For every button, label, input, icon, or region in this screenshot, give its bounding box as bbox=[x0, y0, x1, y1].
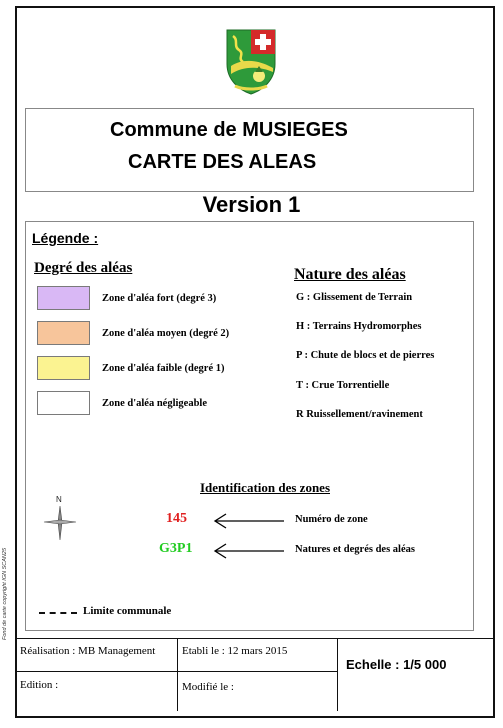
swatch-medium bbox=[37, 321, 90, 345]
zone-code-example: G3P1 bbox=[159, 541, 193, 556]
swatch-strong bbox=[37, 286, 90, 310]
swatch-strong-label: Zone d'aléa fort (degré 3) bbox=[102, 293, 217, 304]
swatch-medium-label: Zone d'aléa moyen (degré 2) bbox=[102, 328, 230, 339]
copyright-note: Fond de carte copyright IGN SCAN25 bbox=[2, 547, 8, 640]
legend-box bbox=[25, 221, 474, 631]
swatch-weak bbox=[37, 356, 90, 380]
identification-section-title: Identification des zones bbox=[200, 480, 330, 495]
nature-section-title: Nature des aléas bbox=[294, 266, 406, 283]
commune-limit-label: Limite communale bbox=[83, 605, 172, 617]
swatch-negligible-label: Zone d'aléa négligeable bbox=[102, 398, 207, 409]
nature-item: H : Terrains Hydromorphes bbox=[296, 321, 422, 332]
nature-item: R Ruissellement/ravinement bbox=[296, 409, 423, 420]
established-date-field: Etabli le : 12 mars 2015 bbox=[182, 645, 288, 657]
nature-item: P : Chute de blocs et de pierres bbox=[296, 350, 435, 361]
commune-coat-of-arms-logo bbox=[225, 28, 277, 96]
footer-table bbox=[15, 638, 495, 710]
nature-item: T : Crue Torrentielle bbox=[296, 380, 390, 391]
realisation-field: Réalisation : MB Management bbox=[20, 645, 156, 657]
legend-title: Légende : bbox=[32, 230, 99, 246]
north-arrow-icon bbox=[40, 494, 80, 546]
scale-label: Echelle : 1/5 000 bbox=[346, 657, 447, 672]
footer-divider bbox=[15, 671, 337, 672]
degree-section-title: Degré des aléas bbox=[34, 260, 133, 276]
footer-divider bbox=[177, 639, 178, 711]
footer-divider bbox=[337, 639, 338, 711]
map-subtitle: CARTE DES ALEAS bbox=[128, 151, 317, 173]
zone-code-description: Natures et degrés des aléas bbox=[295, 544, 415, 555]
version-label: Version 1 bbox=[202, 192, 301, 217]
left-arrow-icon bbox=[212, 513, 284, 529]
nature-item: G : Glissement de Terrain bbox=[296, 292, 413, 303]
left-arrow-icon bbox=[212, 543, 284, 559]
edition-field: Edition : bbox=[20, 679, 59, 691]
compass-letter: N bbox=[56, 495, 62, 504]
page-title: Commune de MUSIEGES bbox=[110, 119, 348, 141]
swatch-negligible bbox=[37, 391, 90, 415]
modified-date-field: Modifié le : bbox=[182, 681, 234, 693]
title-box bbox=[25, 108, 474, 192]
commune-limit-line-sample bbox=[39, 612, 77, 614]
zone-number-example: 145 bbox=[166, 511, 187, 526]
zone-number-description: Numéro de zone bbox=[295, 514, 368, 525]
swatch-weak-label: Zone d'aléa faible (degré 1) bbox=[102, 363, 225, 374]
